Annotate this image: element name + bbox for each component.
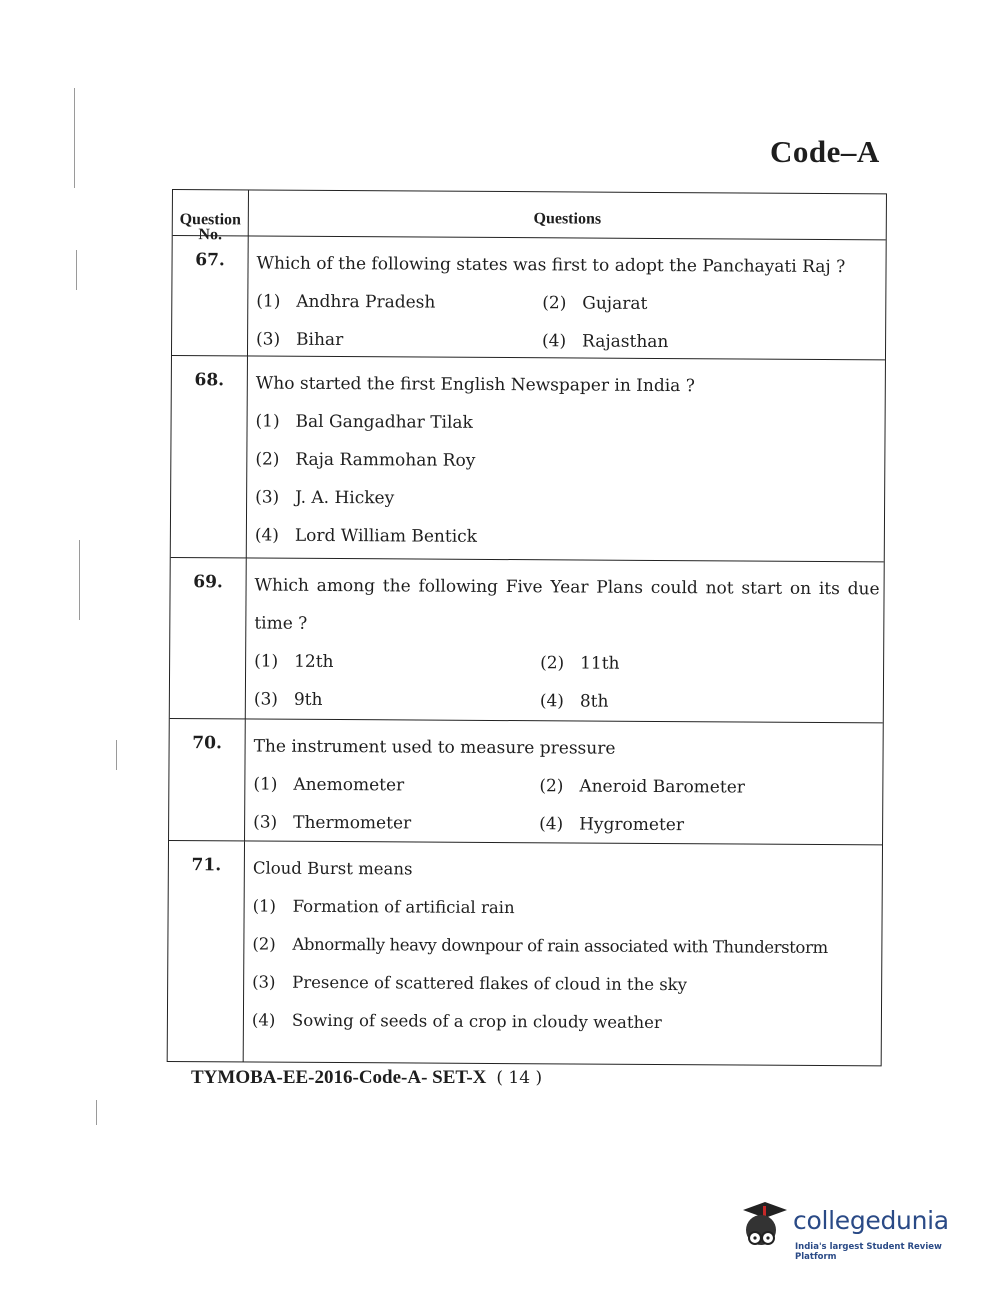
question-number: 71. xyxy=(168,841,245,1061)
question-number: 68. xyxy=(171,356,248,557)
question-text: Who started the first English Newspaper in India ? xyxy=(255,373,695,397)
question-text: Which of the following states was first to adopt the Panchayati Raj ? xyxy=(256,253,846,278)
question-number: 67. xyxy=(172,236,249,355)
option: (1) Anemometer xyxy=(253,774,405,796)
col-questions: Questions xyxy=(533,210,602,228)
scan-artifact xyxy=(76,250,77,290)
option: (3) Bihar xyxy=(256,329,344,351)
options xyxy=(256,283,885,363)
option: (2) Gujarat xyxy=(542,293,648,314)
footer-code: TYMOBA-EE-2016-Code-A- SET-X xyxy=(191,1067,487,1088)
option: (1) Andhra Pradesh xyxy=(256,291,436,313)
option: (3) 9th xyxy=(253,689,323,710)
options xyxy=(253,766,882,846)
option: (3) J. A. Hickey xyxy=(255,487,395,509)
option: (1) Bal Gangadhar Tilak xyxy=(255,411,473,433)
col-question-no: Question No. xyxy=(173,190,249,235)
question-body xyxy=(245,719,883,844)
option: (4) Lord William Bentick xyxy=(254,525,478,547)
question-number: 70. xyxy=(169,719,246,840)
brand-name: collegedunia xyxy=(793,1206,949,1235)
question-text: Cloud Burst means xyxy=(252,858,413,879)
option: (2) Aneroid Barometer xyxy=(539,776,745,798)
question-row xyxy=(171,356,885,562)
footer xyxy=(191,1067,542,1089)
option: (1) 12th xyxy=(254,651,334,672)
scan-artifact xyxy=(79,540,80,620)
question-text: Which among the following Five Year Plans could not start on its due time ? xyxy=(254,575,880,634)
page-number: ( 14 ) xyxy=(496,1068,543,1088)
option: (4) Sowing of seeds of a crop in cloudy weather xyxy=(251,1010,662,1033)
option: (2) Abnormally heavy downpour of rain associated with Thunderstorm xyxy=(252,934,828,958)
question-row xyxy=(168,841,882,1065)
question-body xyxy=(248,236,886,359)
table-header xyxy=(173,190,886,244)
option: (2) 11th xyxy=(540,653,620,674)
option: (3) Presence of scattered flakes of cloud in the sky xyxy=(252,972,688,995)
question-row xyxy=(170,558,884,723)
option: (4) 8th xyxy=(539,691,609,712)
options xyxy=(254,643,883,723)
paper-code: Code–A xyxy=(770,134,880,169)
question-row xyxy=(172,236,886,360)
option: (2) Raja Rammohan Roy xyxy=(255,449,476,471)
question-row xyxy=(169,719,883,845)
question-body xyxy=(244,841,882,1065)
option: (4) Hygrometer xyxy=(539,814,685,836)
mascot-icon xyxy=(735,1198,791,1254)
question-body xyxy=(247,356,885,561)
brand-tagline: India's largest Student Review Platform xyxy=(795,1242,942,1262)
question-text: The instrument used to measure pressure xyxy=(253,736,616,759)
option: (1) Formation of artificial rain xyxy=(252,896,515,918)
brand-logo xyxy=(735,1196,965,1262)
question-body xyxy=(246,558,884,722)
scan-artifact xyxy=(74,88,75,188)
option: (4) Rajasthan xyxy=(542,331,669,353)
scan-artifact xyxy=(96,1100,97,1125)
question-table xyxy=(167,189,887,1066)
option: (3) Thermometer xyxy=(253,812,412,834)
scan-artifact xyxy=(116,740,117,770)
question-number: 69. xyxy=(170,558,247,718)
